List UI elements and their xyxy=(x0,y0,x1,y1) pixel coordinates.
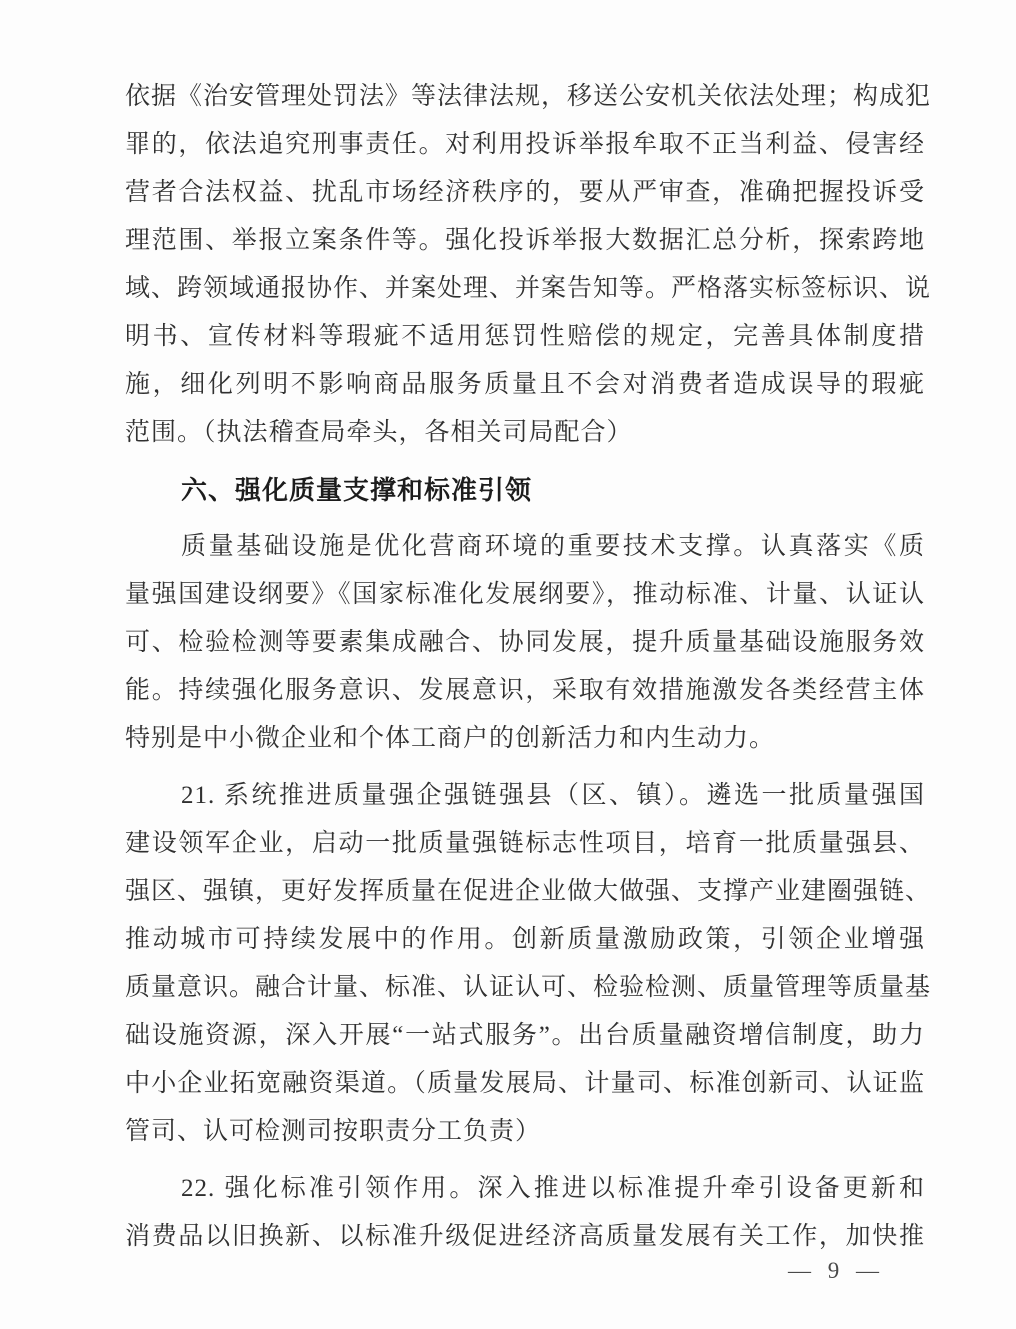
text-line: 推动城市可持续发展中的作用。创新质量激励政策，引领企业增强 xyxy=(125,926,925,953)
text-line: 建设领军企业，启动一批质量强链标志性项目，培育一批质量强县、 xyxy=(125,830,925,857)
text-line: 质量意识。融合计量、标准、认证认可、检验检测、质量管理等质量基 xyxy=(125,974,932,1001)
text-line: 量强国建设纲要》《国家标准化发展纲要》，推动标准、计量、认证认 xyxy=(125,581,925,608)
section-heading: 六、强化质量支撑和标准引领 xyxy=(181,475,533,505)
page-number: 9 xyxy=(827,1258,840,1283)
footer-right-dash: — xyxy=(856,1258,879,1283)
text-line: 特别是中小微企业和个体工商户的创新活力和内生动力。 xyxy=(125,725,776,752)
text-line: 管司、认可检测司按职责分工负责） xyxy=(125,1118,542,1145)
text-line: 强区、强镇，更好发挥质量在促进企业做大做强、支撑产业建圈强链、 xyxy=(125,878,932,905)
text-line: 能。持续强化服务意识、发展意识，采取有效措施激发各类经营主体 xyxy=(125,677,925,704)
text-line: 明书、宣传材料等瑕疵不适用惩罚性赔偿的规定，完善具体制度措 xyxy=(125,323,925,350)
text-line: 依据《治安管理处罚法》等法律法规，移送公安机关依法处理；构成犯 xyxy=(125,83,932,110)
document-lines xyxy=(125,73,932,1261)
text-line: 础设施资源，深入开展“一站式服务”。出台质量融资增信制度，助力 xyxy=(125,1022,925,1049)
text-line: 22. 强化标准引领作用。深入推进以标准提升牵引设备更新和 xyxy=(181,1175,925,1202)
text-line: 施，细化列明不影响商品服务质量且不会对消费者造成误导的瑕疵 xyxy=(125,371,925,398)
text-line: 可、检验检测等要素集成融合、协同发展，提升质量基础设施服务效 xyxy=(125,629,925,656)
text-line: 范围。（执法稽查局牵头，各相关司局配合） xyxy=(125,419,633,446)
text-line: 消费品以旧换新、以标准升级促进经济高质量发展有关工作，加快推 xyxy=(125,1223,925,1250)
text-line: 理范围、举报立案条件等。强化投诉举报大数据汇总分析，探索跨地 xyxy=(125,227,925,254)
text-line: 营者合法权益、扰乱市场经济秩序的，要从严审查，准确把握投诉受 xyxy=(125,179,925,206)
text-line: 域、跨领域通报协作、并案处理、并案告知等。严格落实标签标识、说 xyxy=(125,275,932,302)
footer-left-dash: — xyxy=(788,1258,811,1283)
text-line: 中小企业拓宽融资渠道。（质量发展局、计量司、标准创新司、认证监 xyxy=(125,1070,925,1097)
page-footer xyxy=(788,1258,879,1284)
text-line: 质量基础设施是优化营商环境的重要技术支撑。认真落实《质 xyxy=(181,533,925,560)
text-line: 21. 系统推进质量强企强链强县（区、镇）。遴选一批质量强国 xyxy=(181,782,925,809)
text-line: 罪的，依法追究刑事责任。对利用投诉举报牟取不正当利益、侵害经 xyxy=(125,131,925,158)
